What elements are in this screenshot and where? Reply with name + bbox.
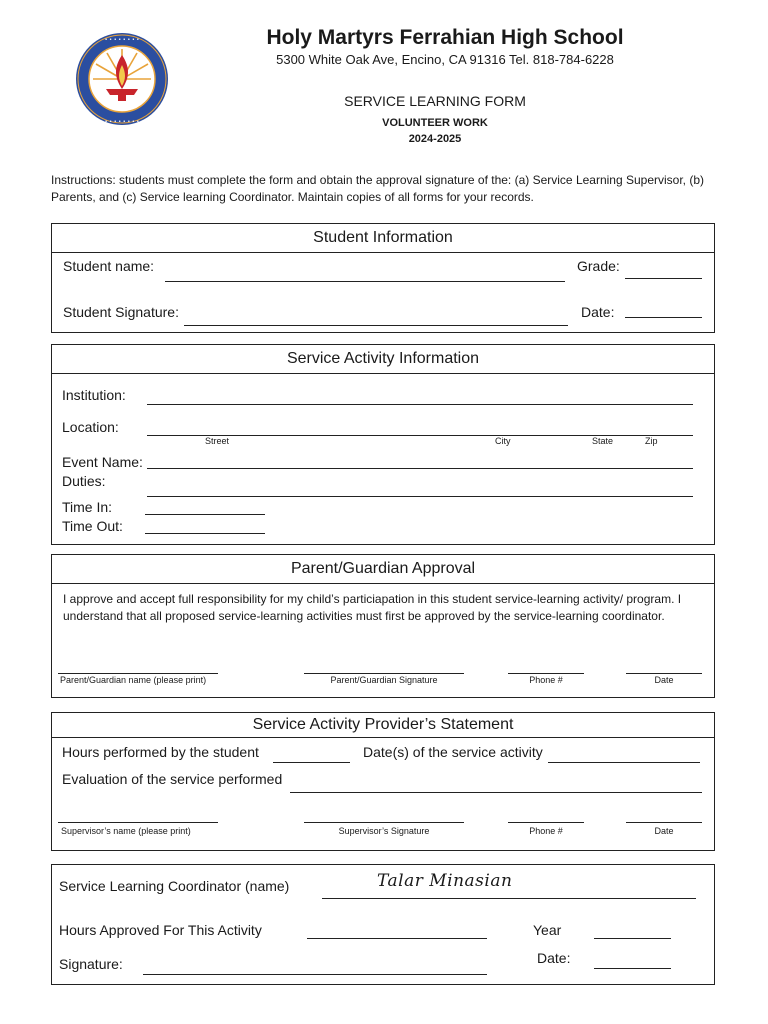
- parent-phone-field[interactable]: [508, 673, 584, 674]
- time-in-label: Time In:: [62, 499, 113, 515]
- parent-approval-section: [51, 554, 715, 698]
- coordinator-name-field[interactable]: [322, 898, 696, 899]
- student-name-label: Student name:: [63, 258, 155, 274]
- hours-performed-label: Hours performed by the student: [62, 744, 259, 760]
- time-in-field[interactable]: [145, 514, 265, 515]
- event-name-label: Event Name:: [62, 454, 143, 470]
- student-date-label: Date:: [581, 304, 615, 320]
- instructions-text: Instructions: students must complete the form and obtain the approval signature of the: (a) Service Learning Supervisor, (b) Parents, and (c) Service learning Coordinator. Maintain copies of all forms for your records.: [51, 173, 705, 204]
- state-caption: State: [592, 436, 614, 446]
- service-dates-field[interactable]: [548, 762, 700, 763]
- parent-date-field[interactable]: [626, 673, 702, 674]
- evaluation-field[interactable]: [290, 792, 702, 793]
- svg-text:• • • • • • • •: • • • • • • • •: [104, 119, 140, 125]
- school-name: Holy Martyrs Ferrahian High School: [266, 26, 624, 49]
- supervisor-name-field[interactable]: [58, 822, 218, 823]
- parent-date-caption: Date: [654, 675, 674, 685]
- parent-approval-title: Parent/Guardian Approval: [52, 555, 714, 584]
- location-label: Location:: [62, 419, 119, 435]
- student-signature-field[interactable]: [184, 325, 568, 326]
- evaluation-label: Evaluation of the service performed: [62, 771, 283, 787]
- school-seal-logo: [74, 31, 170, 127]
- coordinator-date-field[interactable]: [594, 968, 671, 969]
- form-subtitle: VOLUNTEER WORK: [382, 117, 488, 129]
- parent-phone-caption: Phone #: [529, 675, 563, 685]
- student-information-section: [51, 223, 715, 333]
- parent-signature-caption: Parent/Guardian Signature: [330, 675, 438, 685]
- supervisor-date-caption: Date: [654, 826, 674, 836]
- supervisor-signature-field[interactable]: [304, 822, 464, 823]
- coordinator-date-label: Date:: [537, 950, 571, 966]
- grade-field[interactable]: [625, 278, 702, 279]
- coordinator-name-value: Talar Minasian: [377, 871, 513, 891]
- form-title: SERVICE LEARNING FORM: [344, 93, 526, 109]
- duties-field[interactable]: [147, 496, 693, 497]
- event-name-field[interactable]: [147, 468, 693, 469]
- form-year: 2024-2025: [408, 133, 462, 145]
- supervisor-phone-field[interactable]: [508, 822, 584, 823]
- coordinator-name-label: Service Learning Coordinator (name): [59, 878, 290, 894]
- student-information-title: Student Information: [52, 224, 714, 253]
- year-field[interactable]: [594, 938, 671, 939]
- student-signature-label: Student Signature:: [63, 304, 179, 320]
- coordinator-section: [51, 864, 715, 985]
- street-caption: Street: [205, 436, 230, 446]
- supervisor-date-field[interactable]: [626, 822, 702, 823]
- student-name-field[interactable]: [165, 281, 565, 282]
- zip-caption: Zip: [645, 436, 658, 446]
- parent-signature-field[interactable]: [304, 673, 464, 674]
- supervisor-phone-caption: Phone #: [529, 826, 563, 836]
- institution-field[interactable]: [147, 404, 693, 405]
- grade-label: Grade:: [577, 258, 620, 274]
- parent-name-field[interactable]: [58, 673, 218, 674]
- service-dates-label: Date(s) of the service activity: [363, 744, 543, 760]
- institution-label: Institution:: [62, 387, 126, 403]
- service-activity-section: [51, 344, 715, 545]
- time-out-label: Time Out:: [62, 518, 123, 534]
- provider-statement-section: [51, 712, 715, 851]
- school-address: 5300 White Oak Ave, Encino, CA 91316 Tel. 818-784-6228: [276, 52, 614, 67]
- parent-approval-statement: I approve and accept full responsibility for my child’s particiapation in this student service-learning activity/ program. I understand that all proposed service-learning activities must first be approved by the service-learning coordinator.: [63, 592, 682, 623]
- hours-approved-field[interactable]: [307, 938, 487, 939]
- service-activity-title: Service Activity Information: [52, 345, 714, 374]
- duties-label: Duties:: [62, 473, 106, 489]
- city-caption: City: [495, 436, 511, 446]
- supervisor-name-caption: Supervisor’s name (please print): [61, 826, 191, 836]
- time-out-field[interactable]: [145, 533, 265, 534]
- student-date-field[interactable]: [625, 317, 702, 318]
- svg-text:• • • • • • • •: • • • • • • • •: [104, 37, 140, 43]
- coordinator-signature-label: Signature:: [59, 956, 123, 972]
- supervisor-signature-caption: Supervisor’s Signature: [338, 826, 430, 836]
- year-label: Year: [533, 922, 562, 938]
- parent-name-caption: Parent/Guardian name (please print): [60, 675, 207, 685]
- hours-performed-field[interactable]: [273, 762, 350, 763]
- provider-statement-title: Service Activity Provider’s Statement: [52, 713, 714, 738]
- coordinator-signature-field[interactable]: [143, 974, 487, 975]
- hours-approved-label: Hours Approved For This Activity: [59, 922, 262, 938]
